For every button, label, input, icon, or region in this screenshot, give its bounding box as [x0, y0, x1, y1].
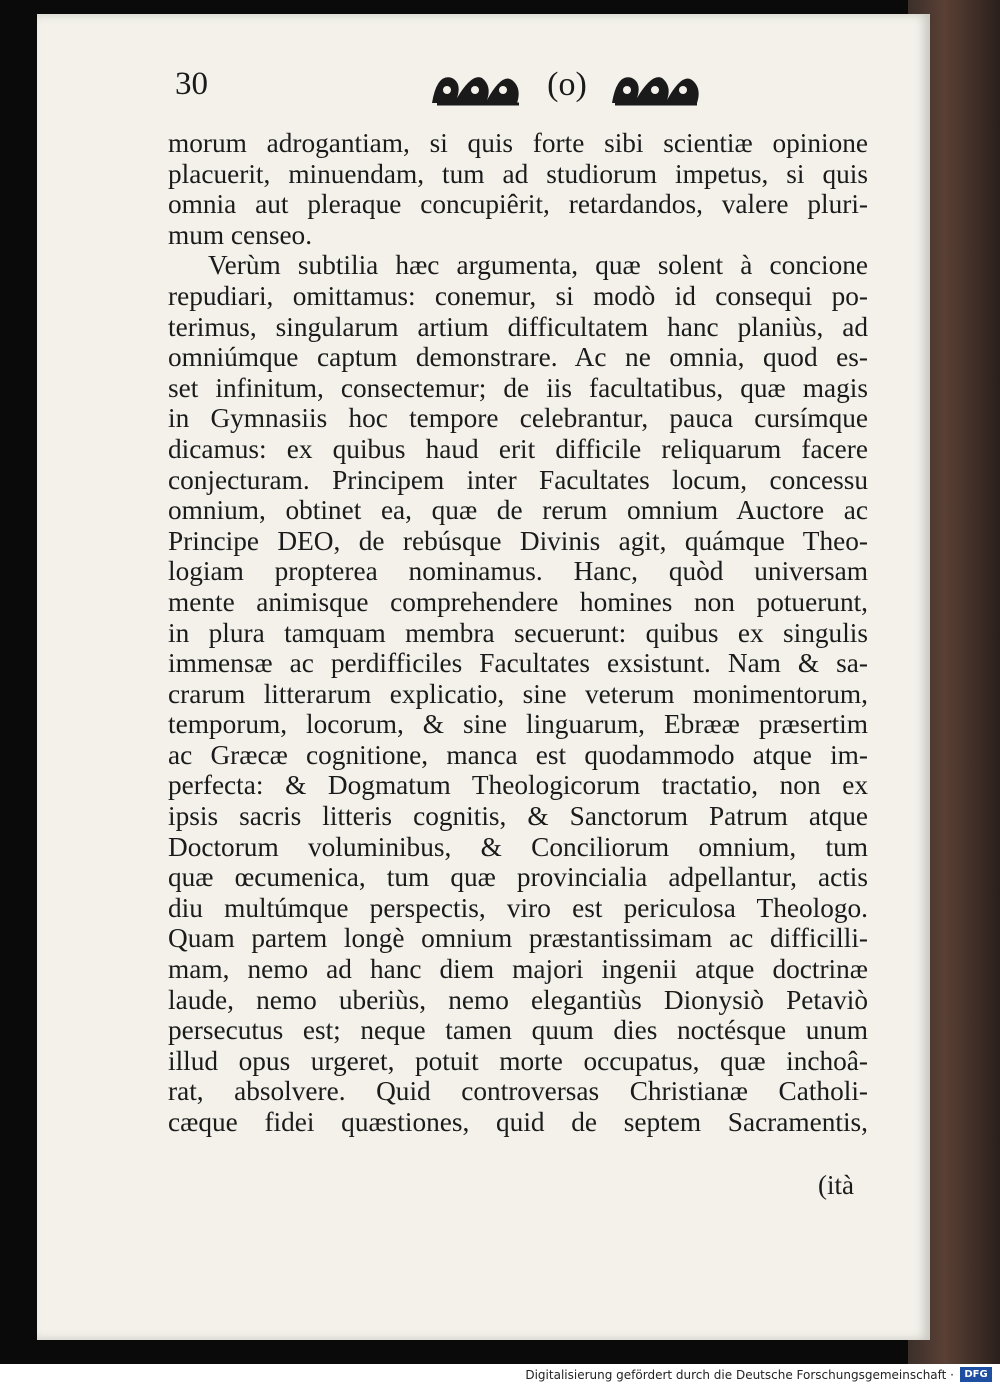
footer	[0, 1364, 1000, 1386]
text-line: quæ œcumenica, tum quæ provincialia adpellantur, actis	[168, 862, 868, 893]
text-line: set infinitum, consectemur; de iis facultatibus, quæ magis	[168, 372, 868, 403]
text-line: placuerit, minuendam, tum ad studiorum impetus, si quis	[168, 158, 868, 189]
page-number: 30	[175, 66, 208, 102]
catchword: (ità	[818, 1170, 854, 1200]
text-line: mente animisque comprehendere homines non potuerunt,	[168, 586, 868, 617]
text-line: laude, nemo uberiùs, nemo elegantiùs Dionysiò Petaviò	[168, 984, 868, 1015]
text-line: mum censeo.	[168, 219, 313, 250]
text-line: illud opus urgeret, potuit morte occupatus, quæ inchoâ-	[168, 1045, 868, 1076]
body-text	[168, 128, 868, 1138]
left-ornament-icon	[427, 68, 527, 108]
text-line: perfecta: & Dogmatum Theologicorum tractatio, non ex	[168, 770, 868, 801]
text-line: Verùm subtilia hæc argumenta, quæ solent à concione	[208, 250, 868, 281]
text-line: logiam propterea nominamus. Hanc, quòd universam	[168, 556, 868, 587]
text-line: dicamus: ex quibus haud erit difficile reliquarum facere	[168, 433, 868, 464]
text-line: rat, absolvere. Quid controversas Christianæ Catholi-	[168, 1076, 868, 1107]
dfg-logo-icon: DFG	[960, 1367, 992, 1382]
text-line: Principe DEO, de rebúsque Divinis agit, quámque Theo-	[168, 525, 868, 556]
text-line: diu multúmque perspectis, viro est periculosa Theologo.	[168, 892, 868, 923]
right-ornament-icon	[607, 68, 707, 108]
footer-credit: Digitalisierung gefördert durch die Deutsche Forschungsgemeinschaft ·	[525, 1368, 954, 1382]
text-line: in Gymnasiis hoc tempore celebrantur, pauca cursímque	[168, 403, 868, 434]
text-line: crarum litterarum explicatio, sine veterum monimentorum,	[168, 678, 868, 709]
text-line: in plura tamquam membra secuerunt: quibus ex singulis	[168, 617, 868, 648]
text-line: repudiari, omittamus: conemur, si modò id consequi po-	[168, 280, 868, 311]
text-line: morum adrogantiam, si quis forte sibi scientiæ opinione	[168, 128, 868, 158]
text-line: mam, nemo ad hanc diem majori ingenii atque doctrinæ	[168, 954, 868, 985]
text-line: omniúmque captum demonstrare. Ac ne omnia, quod es-	[168, 342, 868, 373]
text-line: omnium, obtinet ea, quæ de rerum omnium Auctore ac	[168, 495, 868, 526]
text-line: persecutus est; neque tamen quum dies noctésque unum	[168, 1015, 868, 1046]
text-line: immensæ ac perdifficiles Facultates exsistunt. Nam & sa-	[168, 648, 868, 679]
text-line: conjecturam. Principem inter Facultates locum, concessu	[168, 464, 868, 495]
text-line: omnia aut pleraque concupiêrit, retardandos, valere pluri-	[168, 189, 868, 220]
text-line: temporum, locorum, & sine linguarum, Ebrææ præsertim	[168, 709, 868, 740]
text-line: terimus, singularum artium difficultatem hanc planiùs, ad	[168, 311, 868, 342]
text-line: Doctorum voluminibus, & Conciliorum omnium, tum	[168, 831, 868, 862]
header-ornament-mark: (o)	[547, 66, 587, 103]
page-header	[175, 60, 875, 120]
text-line: ac Græcæ cognitione, manca est quodammodo atque im-	[168, 739, 868, 770]
text-line: cæque fidei quæstiones, quid de septem Sacramentis,	[168, 1107, 868, 1137]
text-line: Quam partem longè omnium præstantissimam ac difficilli-	[168, 923, 868, 954]
text-line: ipsis sacris litteris cognitis, & Sanctorum Patrum atque	[168, 801, 868, 832]
